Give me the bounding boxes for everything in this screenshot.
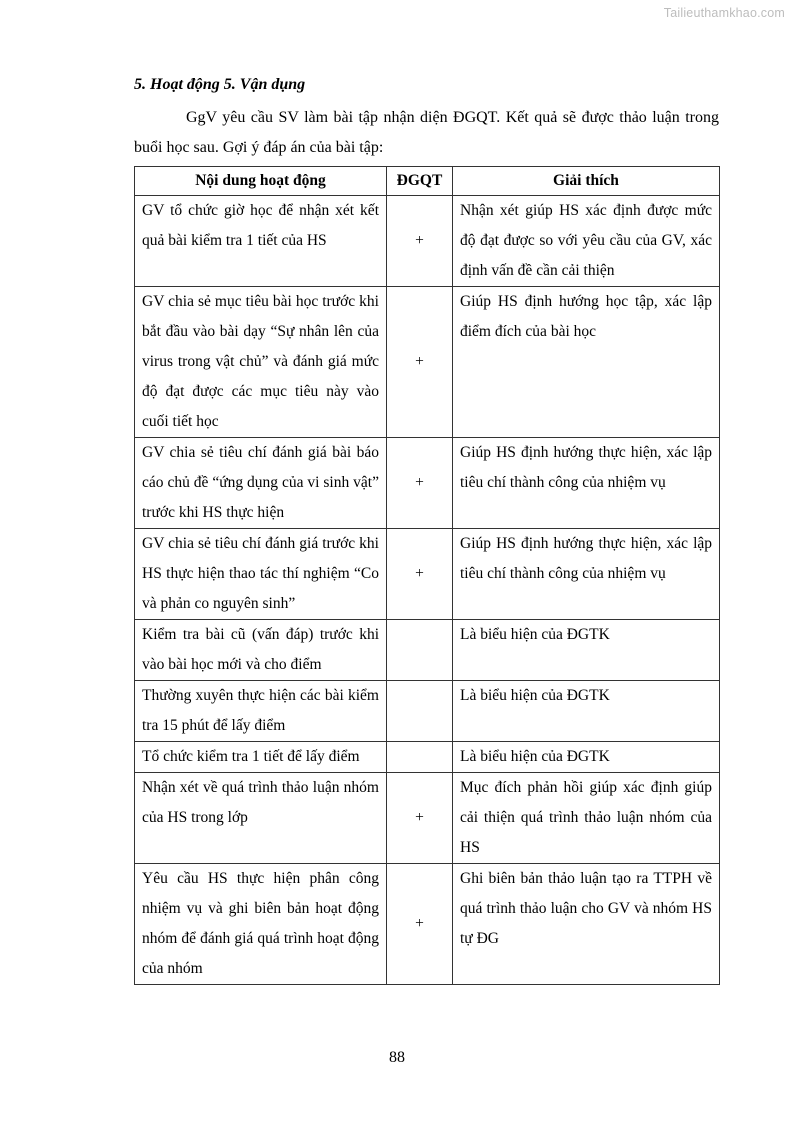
dgqt-mark-cell: + <box>387 196 453 287</box>
table-row <box>135 773 720 864</box>
activity-cell: Tổ chức kiểm tra 1 tiết để lấy điểm <box>135 742 387 773</box>
intro-paragraph: GgV yêu cầu SV làm bài tập nhận diện ĐGQT. Kết quả sẽ được thảo luận trong buổi học sau. Gợi ý đáp án của bài tập: <box>134 109 719 156</box>
table-row <box>135 742 720 773</box>
header-dgqt: ĐGQT <box>387 167 453 196</box>
header-activity: Nội dung hoạt động <box>135 167 387 196</box>
table-row <box>135 438 720 529</box>
section-heading: 5. Hoạt động 5. Vận dụng <box>134 76 306 93</box>
table-row <box>135 196 720 287</box>
table-row <box>135 287 720 438</box>
dgqt-mark-cell: + <box>387 864 453 985</box>
explanation-cell: Là biểu hiện của ĐGTK <box>453 620 720 681</box>
activity-cell: Nhận xét về quá trình thảo luận nhóm của HS trong lớp <box>135 773 387 864</box>
activity-cell: GV chia sẻ mục tiêu bài học trước khi bắt đầu vào bài dạy “Sự nhân lên của virus trong vật chủ” và đánh giá mức độ đạt được các mục tiêu này vào cuối tiết học <box>135 287 387 438</box>
table-row <box>135 529 720 620</box>
page-number: 88 <box>389 1049 405 1066</box>
table-header-row <box>135 167 720 196</box>
dgqt-mark-cell: + <box>387 438 453 529</box>
dgqt-mark-cell: + <box>387 529 453 620</box>
explanation-cell: Giúp HS định hướng thực hiện, xác lập tiêu chí thành công của nhiệm vụ <box>453 438 720 529</box>
activity-cell: Kiểm tra bài cũ (vấn đáp) trước khi vào bài học mới và cho điểm <box>135 620 387 681</box>
explanation-cell: Mục đích phản hồi giúp xác định giúp cải thiện quá trình thảo luận nhóm của HS <box>453 773 720 864</box>
dgqt-mark-cell <box>387 742 453 773</box>
dgqt-mark-cell <box>387 681 453 742</box>
activity-cell: GV chia sẻ tiêu chí đánh giá trước khi HS thực hiện thao tác thí nghiệm “Co và phản co nguyên sinh” <box>135 529 387 620</box>
watermark: Tailieuthamkhao.com <box>663 6 785 20</box>
activity-cell: GV chia sẻ tiêu chí đánh giá bài báo cáo chủ đề “ứng dụng của vi sinh vật” trước khi HS thực hiện <box>135 438 387 529</box>
explanation-cell: Nhận xét giúp HS xác định được mức độ đạt được so với yêu cầu của GV, xác định vấn đề cần cải thiện <box>453 196 720 287</box>
dgqt-mark-cell: + <box>387 287 453 438</box>
header-explanation: Giải thích <box>453 167 720 196</box>
activity-cell: Thường xuyên thực hiện các bài kiểm tra 15 phút để lấy điểm <box>135 681 387 742</box>
dgqt-mark-cell <box>387 620 453 681</box>
activity-cell: GV tổ chức giờ học để nhận xét kết quả bài kiểm tra 1 tiết của HS <box>135 196 387 287</box>
dgqt-mark-cell: + <box>387 773 453 864</box>
activities-table <box>134 166 720 985</box>
activity-cell: Yêu cầu HS thực hiện phân công nhiệm vụ và ghi biên bản hoạt động nhóm để đánh giá quá trình hoạt động của nhóm <box>135 864 387 985</box>
explanation-cell: Giúp HS định hướng học tập, xác lập điểm đích của bài học <box>453 287 720 438</box>
table-row <box>135 864 720 985</box>
explanation-cell: Ghi biên bản thảo luận tạo ra TTPH về quá trình thảo luận cho GV và nhóm HS tự ĐG <box>453 864 720 985</box>
explanation-cell: Là biểu hiện của ĐGTK <box>453 742 720 773</box>
table-row <box>135 620 720 681</box>
table-row <box>135 681 720 742</box>
explanation-cell: Giúp HS định hướng thực hiện, xác lập tiêu chí thành công của nhiệm vụ <box>453 529 720 620</box>
explanation-cell: Là biểu hiện của ĐGTK <box>453 681 720 742</box>
